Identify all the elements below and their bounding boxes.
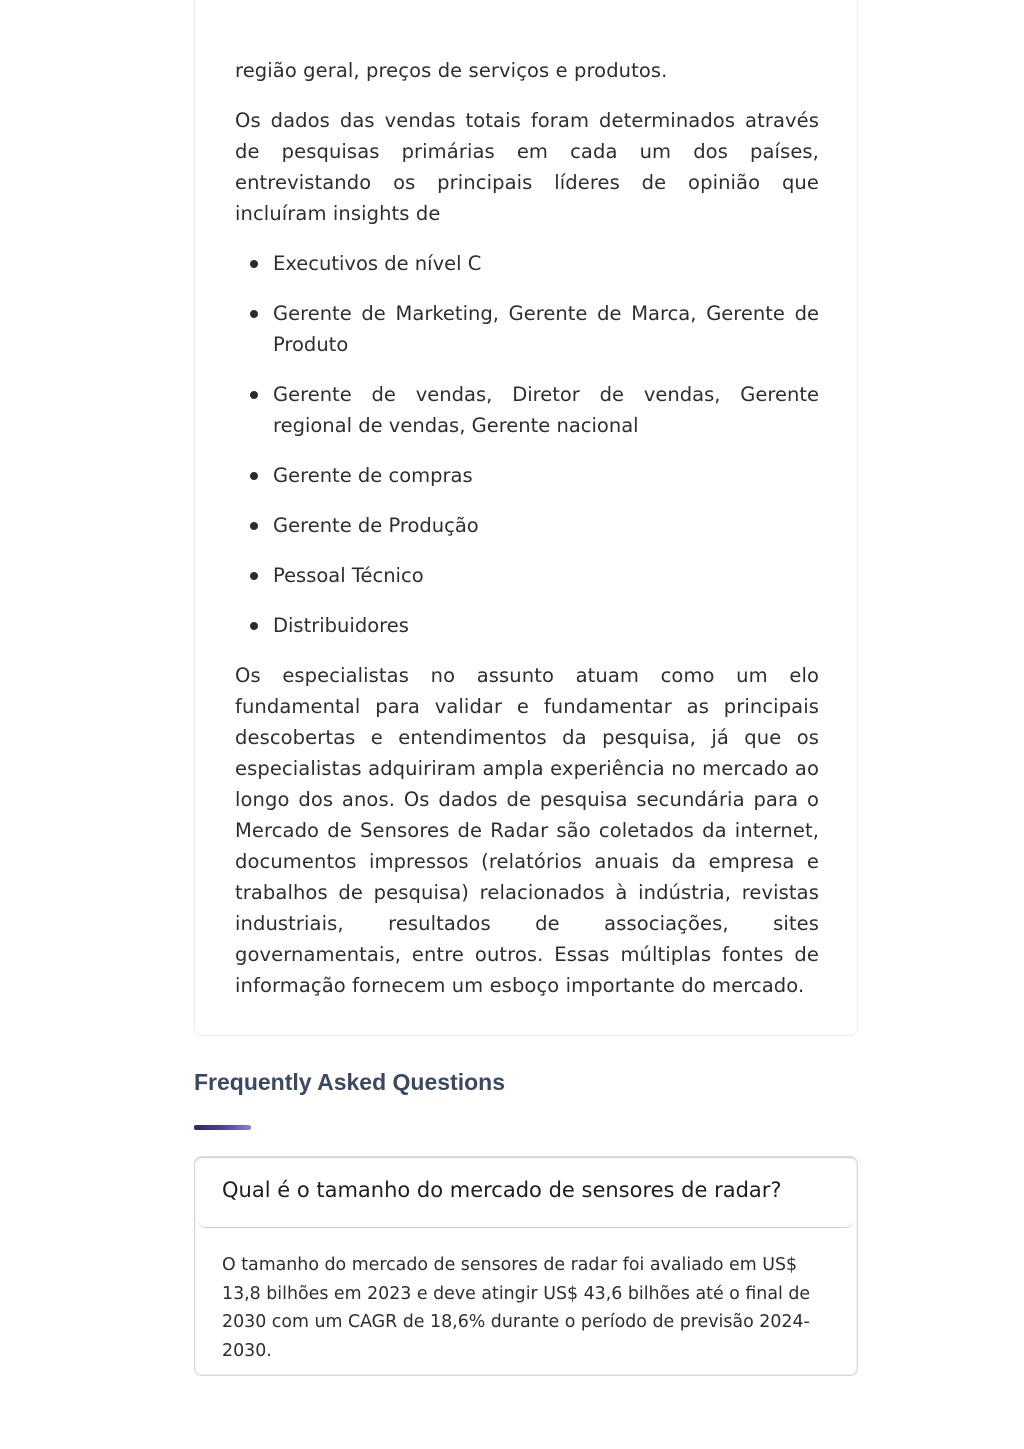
bullet-icon <box>250 310 258 318</box>
bullet-icon <box>250 391 258 399</box>
bullet-icon <box>250 260 258 268</box>
paragraph-experts: Os especialistas no assunto atuam como um elo fundamental para validar e fundamentar as principais descobertas e entendimentos da pesquisa, já que os especialistas adquiriram ampla experiência no mercado ao longo dos anos. Os dados de pesquisa secundária para o Mercado de Sensores de Radar são coletados da internet, documentos impressos (relatórios anuais da empresa e trabalhos de pesquisa) relacionados à indústria, revistas industriais, resultados de associações, sites governamentais, entre outros. Essas múltiplas fontes de informação fornecem um esboço importante do mercado. <box>235 664 819 997</box>
methodology-content <box>235 55 819 1001</box>
heading-underline <box>194 1125 251 1130</box>
paragraph-sales-data: Os dados das vendas totais foram determinados através de pesquisas primárias em cada um dos países, entrevistando os principais líderes de opinião que incluíram insights de <box>235 109 819 225</box>
list-item <box>235 460 819 491</box>
list-item <box>235 610 819 641</box>
methodology-card <box>194 0 858 1036</box>
list-item <box>235 379 819 441</box>
list-item-text: Distribuidores <box>273 614 409 637</box>
paragraph-intro-end: região geral, preços de serviços e produtos. <box>235 59 668 82</box>
list-item <box>235 248 819 279</box>
bullet-icon <box>250 472 258 480</box>
bullet-icon <box>250 572 258 580</box>
faq-question-toggle[interactable]: Qual é o tamanho do mercado de sensores de radar? <box>197 1158 855 1228</box>
list-item-text: Executivos de nível C <box>273 252 482 275</box>
list-item <box>235 560 819 591</box>
key-opinion-leaders-list <box>235 248 819 641</box>
list-item <box>235 298 819 360</box>
faq-item <box>194 1156 858 1376</box>
bullet-icon <box>250 522 258 530</box>
faq-heading: Frequently Asked Questions <box>194 1069 505 1095</box>
list-item-text: Gerente de Marketing, Gerente de Marca, Gerente de Produto <box>273 302 819 356</box>
list-item-text: Gerente de compras <box>273 464 473 487</box>
list-item-text: Pessoal Técnico <box>273 564 424 587</box>
faq-answer: O tamanho do mercado de sensores de radar foi avaliado em US$ 13,8 bilhões em 2023 e deve atingir US$ 43,6 bilhões até o final de 2030 com um CAGR de 18,6% durante o período de previsão 2024-2030. <box>222 1255 811 1361</box>
bullet-icon <box>250 622 258 630</box>
list-item-text: Gerente de vendas, Diretor de vendas, Gerente regional de vendas, Gerente nacional <box>273 383 819 437</box>
list-item <box>235 510 819 541</box>
list-item-text: Gerente de Produção <box>273 514 479 537</box>
